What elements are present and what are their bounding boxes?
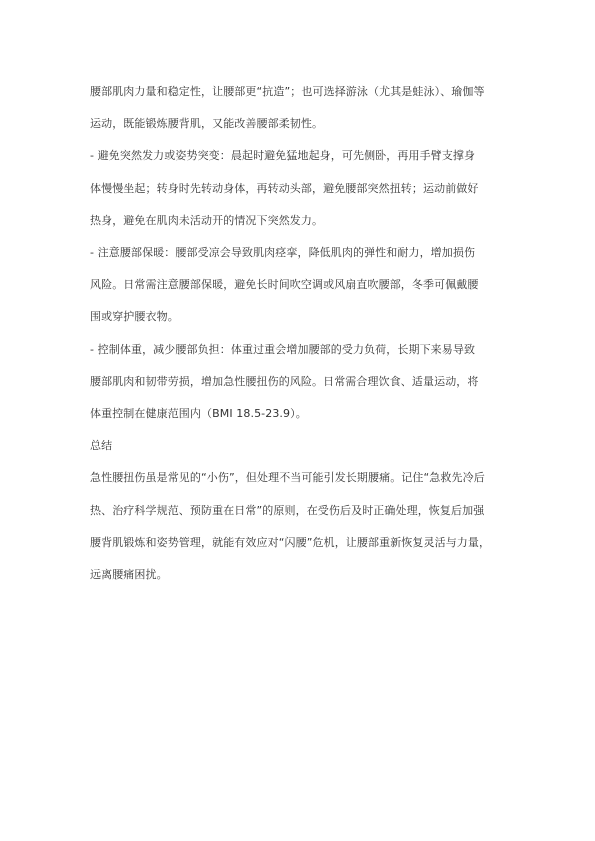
text-line: 热、治疗科学规范、预防重在日常”的原则，在受伤后及时正确处理，恢复后加强 [90, 503, 485, 517]
list-item-text: - 注意腰部保暖：腰部受凉会导致肌肉痉挛，降低肌肉的弹性和耐力，增加损伤 [90, 246, 476, 260]
text-line: 急性腰扭伤虽是常见的“小伤”，但处理不当可能引发长期腰痛。记住“急救先冷后 [90, 471, 485, 485]
text-line: 远离腰痛困扰。 [90, 568, 168, 582]
text-line: 热身，避免在肌肉未活动开的情况下突然发力。 [90, 213, 324, 227]
text-line: 腰部肌肉和韧带劳损，增加急性腰扭伤的风险。日常需合理饮食、适量运动，将 [90, 374, 479, 388]
text-line: 体重控制在健康范围内（BMI 18.5-23.9）。 [90, 407, 307, 421]
list-item-text: - 控制体重，减少腰部负担：体重过重会增加腰部的受力负荷，长期下来易导致 [90, 342, 476, 356]
text-line: 风险。日常需注意腰部保暖，避免长时间吹空调或风扇直吹腰部，冬季可佩戴腰 [90, 278, 479, 292]
text-line: 腰部肌肉力量和稳定性，让腰部更“抗造”；也可选择游泳（尤其是蛙泳）、瑜伽等 [90, 85, 485, 98]
list-item-text: - 避免突然发力或姿势突变：晨起时避免猛地起身，可先侧卧，再用手臂支撑身 [90, 149, 476, 163]
text-line: 体慢慢坐起；转身时先转动身体，再转动头部，避免腰部突然扭转；运动前做好 [90, 181, 479, 195]
section-heading: 总结 [90, 439, 113, 453]
text-line: 腰背肌锻炼和姿势管理，就能有效应对“闪腰”危机，让腰部重新恢复灵活与力量， [90, 535, 491, 549]
text-line: 围或穿护腰衣物。 [90, 310, 179, 324]
text-line: 运动，既能锻炼腰背肌，又能改善腰部柔韧性。 [90, 117, 324, 131]
